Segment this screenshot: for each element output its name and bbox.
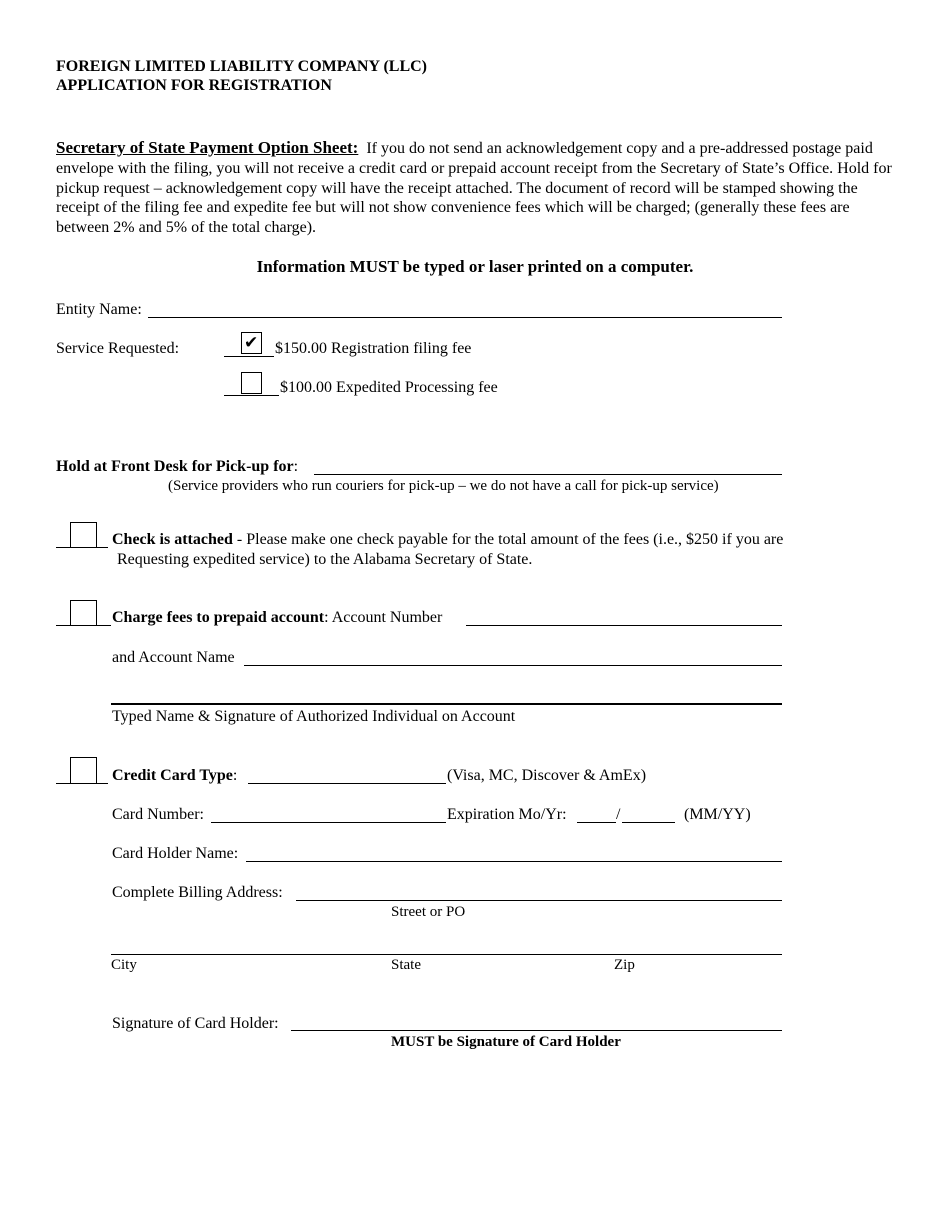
account-number-field[interactable] [466,625,782,626]
check-attached-title: Check is attached [112,531,233,548]
state-caption: State [391,957,421,973]
account-name-field[interactable] [244,665,782,666]
card-holder-name-field[interactable] [246,861,782,862]
card-holder-name-label: Card Holder Name: [112,845,239,862]
prepaid-account-label: Charge fees to prepaid account: Account Number [112,609,443,626]
hold-pickup-label: Hold at Front Desk for Pick-up for: [56,458,299,475]
registration-fee-checkbox[interactable] [241,332,262,354]
credit-card-type-label: Credit Card Type: [112,767,238,784]
card-holder-signature-field[interactable] [291,1030,782,1031]
payment-option-paragraph [56,138,894,238]
billing-street-field[interactable] [296,900,782,901]
typed-notice: Information MUST be typed or laser printed on a computer. [256,257,694,276]
entity-name-label: Entity Name: [56,301,142,318]
expedited-fee-label: $100.00 Expedited Processing fee [280,379,498,396]
zip-caption: Zip [614,957,635,973]
expiration-format: (MM/YY) [684,806,751,823]
authorized-signature-field[interactable] [111,703,782,705]
hold-pickup-title: Hold at Front Desk for Pick-up for [56,458,294,475]
form-title-line1: FOREIGN LIMITED LIABILITY COMPANY (LLC) [56,58,427,75]
prepaid-account-checkbox[interactable] [70,600,97,626]
expedited-fee-checkbox[interactable] [241,372,262,394]
credit-card-checkbox[interactable] [70,757,97,784]
street-caption: Street or PO [391,904,466,920]
check-attached-line2: Requesting expedited service) to the Alabama Secretary of State. [117,551,533,568]
billing-address-label: Complete Billing Address: [112,884,283,901]
checkmark-icon: ✔ [244,333,259,353]
credit-card-type-field[interactable] [248,783,446,784]
entity-name-field[interactable] [148,317,782,318]
city-caption: City [111,957,137,973]
expiration-year-field[interactable] [622,822,675,823]
card-number-field[interactable] [211,822,446,823]
credit-card-type-note: (Visa, MC, Discover & AmEx) [447,767,647,784]
signature-note: MUST be Signature of Card Holder [391,1034,621,1050]
authorized-signature-caption: Typed Name & Signature of Authorized Individual on Account [112,708,516,725]
check-attached-line1: Check is attached - Please make one check payable for the total amount of the fees (i.e., $250 if you are [112,531,784,548]
credit-card-type-title: Credit Card Type [112,767,233,784]
expiration-separator: / [616,806,621,823]
expiration-label: Expiration Mo/Yr: [447,806,567,823]
prepaid-account-title: Charge fees to prepaid account [112,609,325,626]
expiration-month-field[interactable] [577,822,616,823]
registration-fee-label: $150.00 Registration filing fee [275,340,472,357]
account-name-label: and Account Name [112,649,235,666]
payment-option-title: Secretary of State Payment Option Sheet: [56,138,359,157]
payment-option-body: If you do not send an acknowledgement copy and a pre-addressed postage paid envelope with the filing, you will not receive a credit card or prepaid account receipt from the Secretary of State’s Office. Hold for pickup request – acknowledgement copy will have the receipt attached. The document of record will be stamped showing the receipt of the filing fee and expedite fee but will not show convenience fees which will be charged; (generally these fees are between 2% and 5% of the total charge). [56,140,892,237]
fee-line [224,356,274,357]
service-requested-label: Service Requested: [56,340,180,357]
card-holder-signature-label: Signature of Card Holder: [112,1015,279,1032]
hold-pickup-field[interactable] [314,474,782,475]
hold-pickup-note: (Service providers who run couriers for pick-up – we do not have a call for pick-up service) [168,478,719,494]
check-attached-checkbox[interactable] [70,522,97,548]
billing-city-state-zip-field[interactable] [111,954,782,955]
fee-line [224,395,279,396]
card-number-label: Card Number: [112,806,204,823]
form-title-line2: APPLICATION FOR REGISTRATION [56,77,332,94]
